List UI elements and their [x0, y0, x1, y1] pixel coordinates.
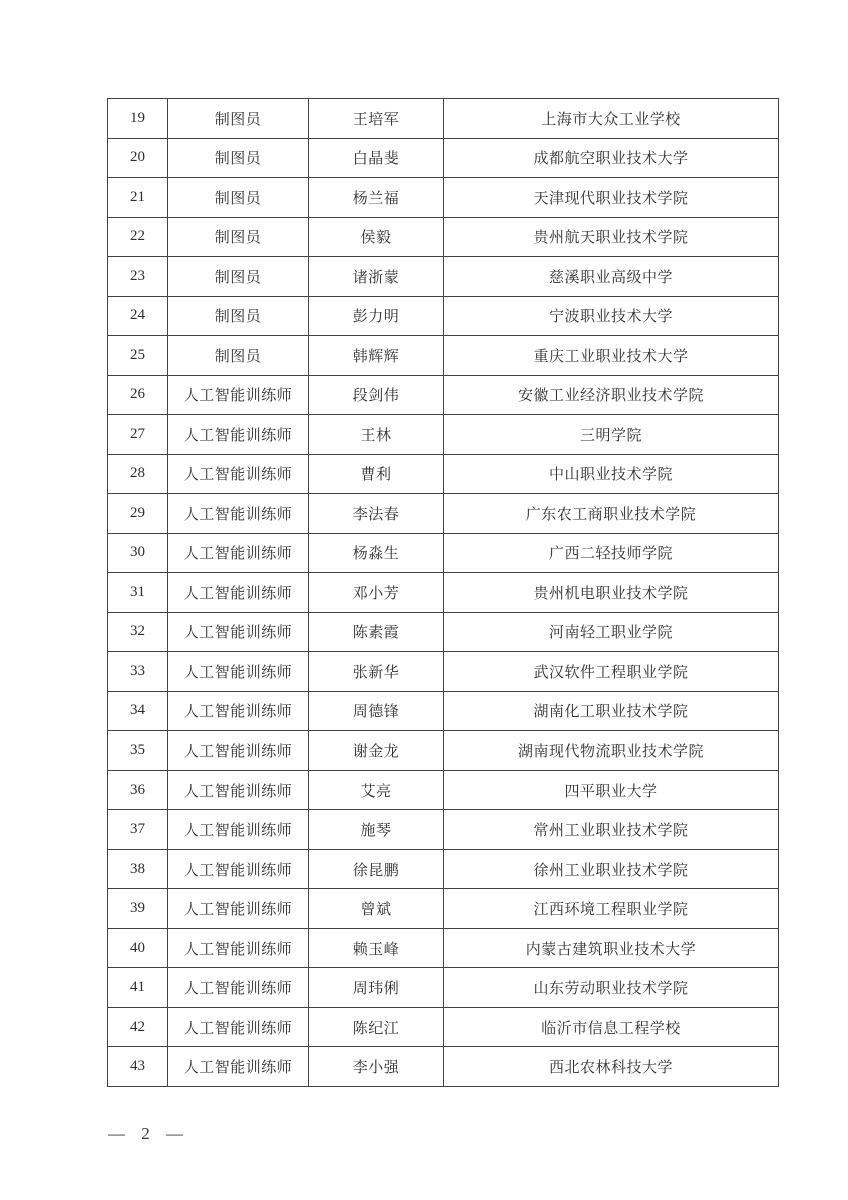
cell-no: 24	[108, 296, 168, 336]
cell-name: 彭力明	[309, 296, 444, 336]
cell-institution: 常州工业职业技术学院	[444, 810, 779, 850]
cell-no: 28	[108, 454, 168, 494]
table-row	[108, 178, 779, 218]
cell-no: 30	[108, 533, 168, 573]
table-row	[108, 770, 779, 810]
cell-occupation: 人工智能训练师	[168, 415, 309, 455]
award-recipients-table	[107, 98, 779, 1087]
cell-occupation: 人工智能训练师	[168, 652, 309, 692]
cell-no: 19	[108, 99, 168, 139]
cell-name: 曾斌	[309, 889, 444, 929]
cell-name: 赖玉峰	[309, 928, 444, 968]
table-row	[108, 889, 779, 929]
table-row	[108, 849, 779, 889]
cell-no: 35	[108, 731, 168, 771]
cell-name: 段剑伟	[309, 375, 444, 415]
cell-institution: 武汉软件工程职业学院	[444, 652, 779, 692]
cell-institution: 广东农工商职业技术学院	[444, 494, 779, 534]
cell-no: 40	[108, 928, 168, 968]
cell-institution: 徐州工业职业技术学院	[444, 849, 779, 889]
table-row	[108, 1007, 779, 1047]
cell-name: 张新华	[309, 652, 444, 692]
cell-occupation: 人工智能训练师	[168, 928, 309, 968]
cell-name: 陈纪江	[309, 1007, 444, 1047]
cell-occupation: 人工智能训练师	[168, 1047, 309, 1087]
cell-occupation: 人工智能训练师	[168, 770, 309, 810]
cell-institution: 安徽工业经济职业技术学院	[444, 375, 779, 415]
cell-occupation: 制图员	[168, 296, 309, 336]
table-row	[108, 454, 779, 494]
cell-institution: 湖南现代物流职业技术学院	[444, 731, 779, 771]
table-row	[108, 257, 779, 297]
cell-name: 邓小芳	[309, 573, 444, 613]
cell-institution: 广西二轻技师学院	[444, 533, 779, 573]
cell-no: 42	[108, 1007, 168, 1047]
table-row	[108, 375, 779, 415]
cell-no: 34	[108, 691, 168, 731]
table-row	[108, 810, 779, 850]
cell-no: 43	[108, 1047, 168, 1087]
cell-occupation: 人工智能训练师	[168, 454, 309, 494]
cell-occupation: 人工智能训练师	[168, 889, 309, 929]
cell-institution: 重庆工业职业技术大学	[444, 336, 779, 376]
cell-name: 艾亮	[309, 770, 444, 810]
cell-no: 26	[108, 375, 168, 415]
table-row	[108, 731, 779, 771]
cell-name: 谢金龙	[309, 731, 444, 771]
table-row	[108, 533, 779, 573]
cell-institution: 贵州航天职业技术学院	[444, 217, 779, 257]
cell-occupation: 制图员	[168, 138, 309, 178]
cell-institution: 宁波职业技术大学	[444, 296, 779, 336]
cell-name: 侯毅	[309, 217, 444, 257]
cell-institution: 贵州机电职业技术学院	[444, 573, 779, 613]
cell-occupation: 人工智能训练师	[168, 494, 309, 534]
cell-name: 白晶斐	[309, 138, 444, 178]
cell-institution: 山东劳动职业技术学院	[444, 968, 779, 1008]
cell-name: 诸浙蒙	[309, 257, 444, 297]
cell-name: 曹利	[309, 454, 444, 494]
cell-no: 21	[108, 178, 168, 218]
table-row	[108, 415, 779, 455]
cell-name: 韩辉辉	[309, 336, 444, 376]
table-body	[108, 99, 779, 1087]
cell-institution: 河南轻工职业学院	[444, 612, 779, 652]
cell-occupation: 人工智能训练师	[168, 375, 309, 415]
cell-institution: 中山职业技术学院	[444, 454, 779, 494]
cell-institution: 上海市大众工业学校	[444, 99, 779, 139]
cell-name: 杨淼生	[309, 533, 444, 573]
cell-name: 杨兰福	[309, 178, 444, 218]
cell-occupation: 人工智能训练师	[168, 849, 309, 889]
table-row	[108, 296, 779, 336]
cell-name: 徐昆鹏	[309, 849, 444, 889]
cell-occupation: 人工智能训练师	[168, 612, 309, 652]
cell-occupation: 制图员	[168, 217, 309, 257]
table-row	[108, 968, 779, 1008]
cell-institution: 西北农林科技大学	[444, 1047, 779, 1087]
cell-name: 周德锋	[309, 691, 444, 731]
table-row	[108, 138, 779, 178]
cell-no: 29	[108, 494, 168, 534]
cell-no: 31	[108, 573, 168, 613]
cell-name: 陈素霞	[309, 612, 444, 652]
cell-occupation: 制图员	[168, 257, 309, 297]
cell-institution: 内蒙古建筑职业技术大学	[444, 928, 779, 968]
table-row	[108, 1047, 779, 1087]
cell-occupation: 人工智能训练师	[168, 573, 309, 613]
table-row	[108, 494, 779, 534]
cell-no: 32	[108, 612, 168, 652]
cell-occupation: 制图员	[168, 178, 309, 218]
cell-no: 25	[108, 336, 168, 376]
cell-no: 37	[108, 810, 168, 850]
cell-name: 李小强	[309, 1047, 444, 1087]
cell-occupation: 制图员	[168, 99, 309, 139]
cell-no: 23	[108, 257, 168, 297]
cell-name: 施琴	[309, 810, 444, 850]
page-number: — 2 —	[108, 1124, 185, 1143]
cell-occupation: 人工智能训练师	[168, 1007, 309, 1047]
table-row	[108, 336, 779, 376]
cell-no: 38	[108, 849, 168, 889]
cell-institution: 三明学院	[444, 415, 779, 455]
cell-occupation: 人工智能训练师	[168, 533, 309, 573]
cell-no: 36	[108, 770, 168, 810]
cell-name: 李法春	[309, 494, 444, 534]
page-footer	[108, 1124, 185, 1144]
cell-name: 王培军	[309, 99, 444, 139]
cell-occupation: 人工智能训练师	[168, 810, 309, 850]
table-row	[108, 573, 779, 613]
table-row	[108, 928, 779, 968]
cell-no: 27	[108, 415, 168, 455]
cell-institution: 湖南化工职业技术学院	[444, 691, 779, 731]
cell-no: 22	[108, 217, 168, 257]
cell-institution: 成都航空职业技术大学	[444, 138, 779, 178]
cell-occupation: 制图员	[168, 336, 309, 376]
table-row	[108, 99, 779, 139]
cell-institution: 江西环境工程职业学院	[444, 889, 779, 929]
cell-institution: 临沂市信息工程学校	[444, 1007, 779, 1047]
cell-no: 41	[108, 968, 168, 1008]
cell-institution: 慈溪职业高级中学	[444, 257, 779, 297]
cell-name: 周玮俐	[309, 968, 444, 1008]
table-row	[108, 691, 779, 731]
cell-occupation: 人工智能训练师	[168, 691, 309, 731]
cell-occupation: 人工智能训练师	[168, 968, 309, 1008]
table-row	[108, 217, 779, 257]
cell-institution: 四平职业大学	[444, 770, 779, 810]
cell-no: 20	[108, 138, 168, 178]
cell-name: 王林	[309, 415, 444, 455]
cell-no: 33	[108, 652, 168, 692]
cell-no: 39	[108, 889, 168, 929]
cell-institution: 天津现代职业技术学院	[444, 178, 779, 218]
cell-occupation: 人工智能训练师	[168, 731, 309, 771]
table-row	[108, 652, 779, 692]
table-row	[108, 612, 779, 652]
